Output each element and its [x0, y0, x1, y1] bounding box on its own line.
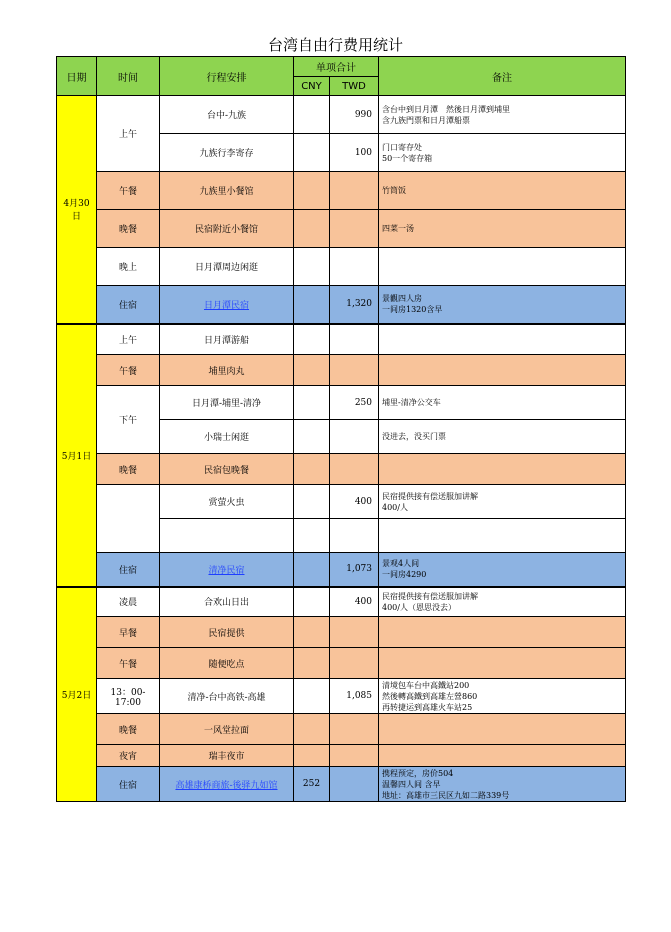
- twd-cell: [330, 617, 379, 648]
- plan-cell: [160, 286, 294, 324]
- note-line: 地址：高雄市三民区九如二路339号: [382, 790, 510, 800]
- note-line: 民宿提供接有偿送服加讲解: [382, 491, 478, 501]
- note-cell: [379, 745, 626, 767]
- table-row: [57, 648, 626, 679]
- time-cell: 住宿: [97, 286, 160, 324]
- twd-cell: [330, 519, 379, 553]
- cny-cell: [294, 553, 330, 587]
- note-cell: [379, 210, 626, 248]
- twd-cell: [330, 714, 379, 745]
- table-row: [57, 745, 626, 767]
- table-row: [57, 172, 626, 210]
- table-row: [57, 355, 626, 386]
- note-line: 温馨四人间 含早: [382, 779, 441, 789]
- twd-cell: [330, 172, 379, 210]
- cny-cell: [294, 248, 330, 286]
- table-row: [57, 587, 626, 617]
- cny-cell: 252: [294, 767, 330, 802]
- twd-cell: 1,320: [330, 286, 379, 324]
- note-cell: [379, 96, 626, 134]
- table-body: [57, 96, 626, 802]
- header-notes: 备注: [379, 57, 626, 96]
- time-cell: 午餐: [97, 355, 160, 386]
- cny-cell: [294, 648, 330, 679]
- note-line: 然後轉高鐵到高雄左營860: [382, 691, 478, 701]
- cny-cell: [294, 714, 330, 745]
- twd-cell: [330, 248, 379, 286]
- twd-cell: [330, 210, 379, 248]
- cny-cell: [294, 679, 330, 714]
- note-line: 携程预定，房价504: [382, 768, 454, 778]
- note-line: 清境包车台中高鐵站200: [382, 680, 470, 690]
- table-row: [57, 248, 626, 286]
- twd-cell: [330, 355, 379, 386]
- lodging-link[interactable]: 日月潭民宿: [203, 300, 249, 311]
- twd-cell: 1,085: [330, 679, 379, 714]
- table-row: [57, 454, 626, 485]
- note-cell: [379, 355, 626, 386]
- table-row: [57, 679, 626, 714]
- cny-cell: [294, 172, 330, 210]
- date-cell: 5月1日: [57, 324, 97, 587]
- note-line: 一间房1320含早: [382, 305, 443, 315]
- time-cell: 晚餐: [97, 210, 160, 248]
- plan-cell: 清净-台中高铁-高雄: [160, 679, 294, 714]
- plan-cell: 一风堂拉面: [160, 714, 294, 745]
- note-cell: [379, 172, 626, 210]
- header-cny: CNY: [294, 77, 330, 96]
- time-cell: 住宿: [97, 553, 160, 587]
- note-cell: [379, 617, 626, 648]
- table-row: [57, 714, 626, 745]
- time-cell: 晚餐: [97, 454, 160, 485]
- plan-cell: 台中-九族: [160, 96, 294, 134]
- time-cell: 早餐: [97, 617, 160, 648]
- note-line: 400/人: [382, 502, 408, 512]
- cny-cell: [294, 355, 330, 386]
- twd-cell: [330, 454, 379, 485]
- note-line: 四菜一汤: [382, 224, 414, 233]
- table-row: [57, 286, 626, 324]
- header-twd: TWD: [330, 77, 379, 96]
- twd-cell: [330, 420, 379, 454]
- twd-cell: 400: [330, 485, 379, 519]
- cny-cell: [294, 745, 330, 767]
- note-cell: [379, 485, 626, 519]
- time-cell: 晚餐: [97, 714, 160, 745]
- twd-cell: 1,073: [330, 553, 379, 587]
- lodging-link[interactable]: 清净民宿: [208, 565, 245, 576]
- plan-cell: 赏萤火虫: [160, 485, 294, 519]
- note-cell: [379, 553, 626, 587]
- cny-cell: [294, 286, 330, 324]
- plan-cell: 民宿包晚餐: [160, 454, 294, 485]
- plan-cell: 埔里肉丸: [160, 355, 294, 386]
- note-cell: [379, 386, 626, 420]
- note-line: 再转捷运到高雄火车站25: [382, 702, 473, 712]
- time-cell: 住宿: [97, 767, 160, 802]
- note-cell: [379, 519, 626, 553]
- note-cell: [379, 648, 626, 679]
- note-line: 400/人（恩思没去）: [382, 602, 456, 612]
- note-line: 含九族門票和日月潭船票: [382, 115, 470, 125]
- time-cell: 13：00-17:00: [97, 679, 160, 714]
- plan-cell: [160, 553, 294, 587]
- twd-cell: [330, 745, 379, 767]
- note-cell: [379, 714, 626, 745]
- time-cell: 凌晨: [97, 587, 160, 617]
- time-cell: 下午: [97, 386, 160, 454]
- table-row: [57, 485, 626, 519]
- plan-cell: 瑞丰夜市: [160, 745, 294, 767]
- plan-cell: 九族里小餐馆: [160, 172, 294, 210]
- header-subtotal: 单项合计: [294, 57, 379, 77]
- table-row: [57, 617, 626, 648]
- twd-cell: 100: [330, 134, 379, 172]
- note-line: 景观4人间: [382, 559, 420, 569]
- cny-cell: [294, 485, 330, 519]
- note-cell: [379, 324, 626, 355]
- plan-cell: 合欢山日出: [160, 587, 294, 617]
- note-line: 没进去，没买门票: [382, 432, 446, 441]
- note-cell: [379, 679, 626, 714]
- plan-cell: 九族行李寄存: [160, 134, 294, 172]
- table-row: [57, 767, 626, 802]
- note-line: 门口寄存处: [382, 142, 422, 152]
- plan-cell: [160, 519, 294, 553]
- table-row: [57, 210, 626, 248]
- twd-cell: [330, 324, 379, 355]
- plan-cell: 日月潭-埔里-清净: [160, 386, 294, 420]
- note-line: 景觀四人房: [382, 294, 422, 304]
- cny-cell: [294, 96, 330, 134]
- table-row: [57, 553, 626, 587]
- time-cell: 晚上: [97, 248, 160, 286]
- note-line: 民宿提供接有偿送服加讲解: [382, 591, 478, 601]
- cny-cell: [294, 454, 330, 485]
- note-cell: [379, 454, 626, 485]
- date-cell: 5月2日: [57, 587, 97, 802]
- note-cell: [379, 248, 626, 286]
- twd-cell: [330, 767, 379, 802]
- cny-cell: [294, 587, 330, 617]
- cny-cell: [294, 210, 330, 248]
- time-cell: 午餐: [97, 172, 160, 210]
- table-row: [57, 324, 626, 355]
- cny-cell: [294, 617, 330, 648]
- note-line: 埔里-清净公交车: [382, 398, 441, 407]
- note-line: 50一个寄存箱: [382, 153, 433, 163]
- note-cell: [379, 767, 626, 802]
- table-row: [57, 386, 626, 420]
- date-cell: 4月30日: [57, 96, 97, 324]
- page-title: 台湾自由行费用统计: [267, 36, 403, 54]
- twd-cell: 990: [330, 96, 379, 134]
- cny-cell: [294, 324, 330, 355]
- cny-cell: [294, 134, 330, 172]
- note-line: 竹筒饭: [382, 186, 406, 195]
- lodging-link[interactable]: 高雄康桥商旅-後驿九如馆: [175, 780, 278, 791]
- time-cell: 上午: [97, 96, 160, 172]
- cny-cell: [294, 519, 330, 553]
- time-cell: 上午: [97, 324, 160, 355]
- plan-cell: 民宿提供: [160, 617, 294, 648]
- header-time: 时间: [97, 57, 160, 96]
- plan-cell: 日月潭游船: [160, 324, 294, 355]
- plan-cell: 日月潭周边闲逛: [160, 248, 294, 286]
- note-line: 一间房4290: [382, 570, 427, 580]
- twd-cell: 250: [330, 386, 379, 420]
- time-cell: 午餐: [97, 648, 160, 679]
- cny-cell: [294, 386, 330, 420]
- time-cell: [97, 485, 160, 553]
- plan-cell: [160, 767, 294, 802]
- header-plan: 行程安排: [160, 57, 294, 96]
- plan-cell: 小瑞士闲逛: [160, 420, 294, 454]
- twd-cell: 400: [330, 587, 379, 617]
- time-cell: 夜宵: [97, 745, 160, 767]
- note-cell: [379, 286, 626, 324]
- expense-table: [56, 56, 626, 802]
- note-cell: [379, 587, 626, 617]
- table-row: [57, 96, 626, 134]
- note-line: 含台中到日月潭 然後日月潭到埔里: [382, 104, 510, 114]
- twd-cell: [330, 648, 379, 679]
- note-cell: [379, 420, 626, 454]
- plan-cell: 民宿附近小餐馆: [160, 210, 294, 248]
- cny-cell: [294, 420, 330, 454]
- note-cell: [379, 134, 626, 172]
- header-date: 日期: [57, 57, 97, 96]
- plan-cell: 随便吃点: [160, 648, 294, 679]
